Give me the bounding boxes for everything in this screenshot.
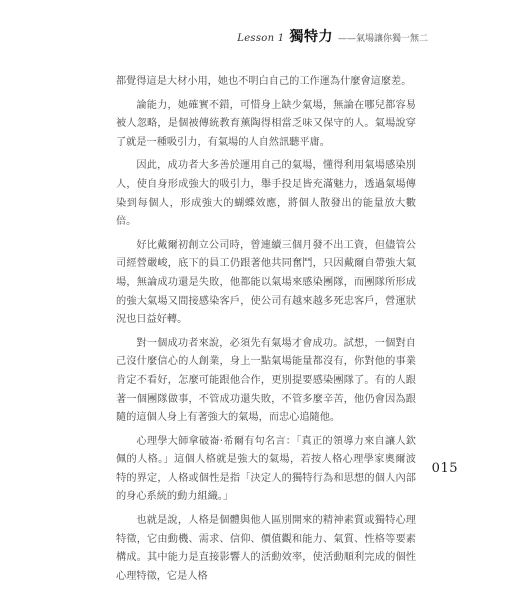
lesson-title: 獨特力: [289, 29, 333, 45]
paragraph: 論能力，她確實不錯，可惜身上缺少氣場，無論在哪兒都容易被人忽略，是個被傳統教育薰陶得相當乏味又保守的人。氣場說穿了就是一種吸引力，有氣場的人自然訊聽平庸。: [116, 99, 416, 148]
body-text: [116, 73, 416, 591]
lesson-label: Lesson 1: [237, 33, 285, 44]
paragraph: 也就是說，人格是個體與他人區別開來的精神素質或獨特心理特徵，它由動機、需求、信仰、價值觀和能力、氣質、性格等要素構成。其中能力是直接影響人的活動效率，使活動順利完成的個性心理特徵，它是人格: [116, 515, 416, 582]
paragraph: 對一個成功者來說，必須先有氣場才會成功。試想，一個對自己沒什麼信心的人創業，身上一點氣場能量都沒有，你對他的事業肯定不看好，怎麼可能跟他合作，更別提要感染團隊了。有的人跟著一個團隊做事，不管成功還失敗，不管多麼辛苦，他仍會因為跟隨的這個人身上有著強大的氣場，而忠心追隨他。: [116, 337, 416, 424]
paragraph: 心理學大師拿破崙·希爾有句名言：「真正的領導力來自讓人欽佩的人格。」這個人格就是強大的氣場，若按人格心理學家奧爾波特的界定，人格或個性是指「決定人的獨特行為和思想的個人內部的身心系統的動力組織。」: [116, 435, 416, 503]
page-number: 015: [431, 461, 458, 476]
lesson-subtitle: ——氣場讓你獨一無二: [337, 34, 428, 44]
paragraph: 因此，成功者大多善於運用自己的氣場，懂得利用氣場感染別人，使自身形成強大的吸引力，舉手投足皆充滿魅力，透過氣場傳染到每個人，形成強大的蝴蝶效應，將個人散發出的能量放大數倍。: [116, 160, 416, 228]
running-header: [237, 26, 428, 46]
paragraph: 好比戴爾初創立公司時，曾連續三個月發不出工資，但儘管公司經營嚴峻，底下的員工仍跟著他共同奮鬥，只因戴爾自帶強大氣場，無論成功還是失敗，他都能以氣場來感染團隊，而團隊所形成的強大氣場又間接感染客戶，使公司有越來越多死忠客戶，營運狀況也日益好轉。: [116, 239, 416, 326]
paragraph: 都覺得這是大材小用，她也不明白自己的工作運為什麼會這麼差。: [116, 76, 412, 87]
